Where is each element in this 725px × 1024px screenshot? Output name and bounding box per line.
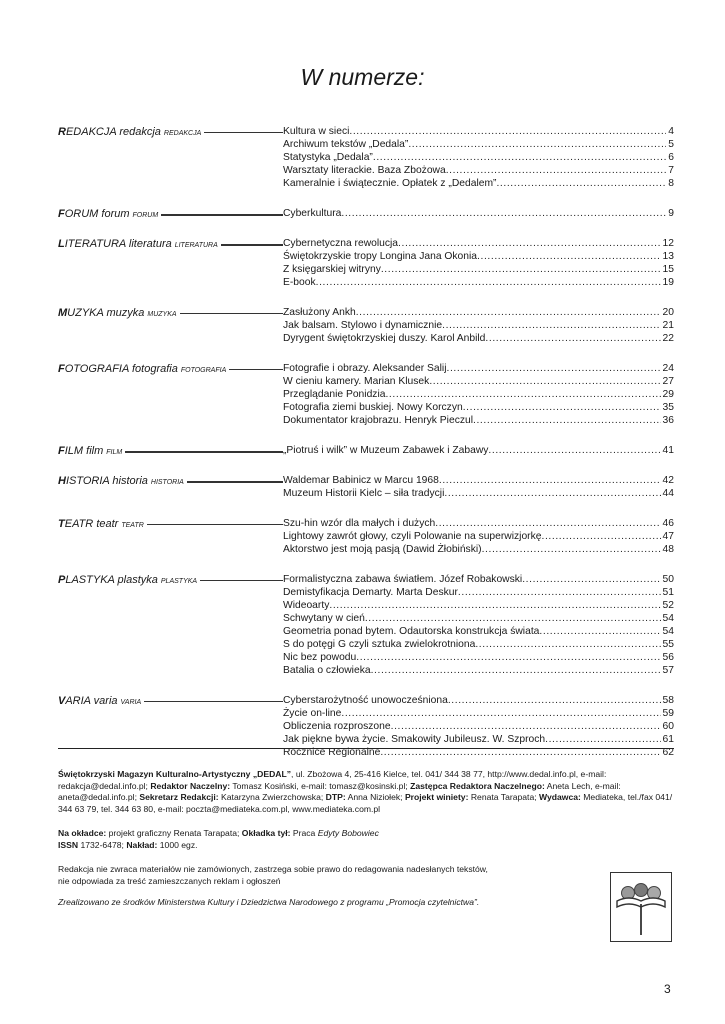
entry-title: Lightowy zawrót głowy, czyli Polowanie na superwizjorkę — [283, 531, 542, 542]
entry-page: 51 — [662, 587, 674, 598]
section-mid: literatura — [128, 237, 172, 250]
section-rule — [200, 580, 283, 581]
entry-page: 46 — [662, 518, 674, 529]
logo-graphic-icon — [611, 873, 671, 941]
entry-page: 35 — [662, 402, 674, 413]
entry-leader — [385, 388, 660, 401]
toc-entry — [283, 707, 674, 720]
entry-leader — [442, 319, 660, 332]
entry-leader — [373, 151, 666, 164]
entry-leader — [408, 138, 666, 151]
footer-divider — [58, 748, 674, 749]
section-heading — [58, 207, 283, 220]
section-name — [58, 238, 218, 250]
cover-credits: Na okładce: projekt graficzny Renata Tarapata; Okładka tył: Praca Edyty Bobowiec ISSN 1732-6478; Nakład: 1000 egz. — [58, 828, 379, 850]
toc-section — [58, 694, 674, 759]
section-heading — [58, 444, 283, 457]
entry-leader — [398, 237, 660, 250]
toc-section — [58, 306, 674, 345]
section-caps: ORUM — [64, 207, 99, 220]
entry-leader — [391, 720, 661, 733]
entry-title: Formalistyczna zabawa światłem. Józef Robakowski — [283, 574, 523, 585]
entry-leader — [463, 401, 661, 414]
entry-page: 5 — [668, 139, 674, 150]
toc-entry — [283, 414, 674, 427]
toc-entry — [283, 487, 674, 500]
entry-title: Demistyfikacja Demarty. Marta Deskur — [283, 587, 458, 598]
entry-title: Obliczenia rozproszone — [283, 721, 391, 732]
entry-leader — [458, 586, 661, 599]
entry-leader — [522, 573, 660, 586]
section-heading — [58, 237, 283, 250]
toc-entry — [283, 530, 674, 543]
entry-leader — [349, 125, 666, 138]
section-heading — [58, 573, 283, 586]
section-name — [58, 475, 184, 487]
toc-entry — [283, 263, 674, 276]
entry-page: 21 — [662, 320, 674, 331]
entry-title: Szu-hin wzór dla małych i dużych — [283, 518, 436, 529]
section-name — [58, 307, 177, 319]
section-mid: film — [86, 444, 104, 457]
section-caps: EDAKCJA — [65, 125, 117, 138]
entry-leader — [356, 306, 661, 319]
section-caps: ISTORIA — [65, 474, 110, 487]
entry-leader — [381, 263, 661, 276]
section-small: MUZYKA — [147, 310, 177, 318]
section-mid: redakcja — [119, 125, 161, 138]
entry-title: Fotografia ziemi buskiej. Nowy Korczyn — [283, 402, 463, 413]
section-name — [58, 518, 144, 530]
toc-section — [58, 444, 674, 457]
entry-title: Wideoarty — [283, 600, 330, 611]
section-entries — [283, 694, 674, 759]
entry-page: 9 — [668, 208, 674, 219]
section-initial: F — [58, 207, 65, 220]
entry-page: 60 — [662, 721, 674, 732]
section-initial: F — [58, 362, 65, 375]
toc-section — [58, 474, 674, 500]
entry-leader — [444, 487, 660, 500]
entry-title: S do potęgi G czyli sztuka zwielokrotniona — [283, 639, 476, 650]
entry-title: Jak balsam. Stylowo i dynamicznie — [283, 320, 443, 331]
entry-page: 42 — [662, 475, 674, 486]
toc-entry — [283, 151, 674, 164]
section-initial: L — [58, 237, 65, 250]
section-initial: R — [58, 125, 66, 138]
entry-leader — [475, 638, 660, 651]
entry-leader — [447, 362, 661, 375]
section-name — [58, 445, 122, 457]
section-rule — [144, 701, 283, 702]
section-rule — [204, 132, 283, 133]
section-small: REDAKCJA — [163, 129, 202, 137]
entry-leader — [435, 517, 660, 530]
entry-page: 56 — [662, 652, 674, 663]
toc-entry — [283, 474, 674, 487]
entry-title: Życie on-line — [283, 708, 342, 719]
toc-entry — [283, 138, 674, 151]
toc-entry — [283, 651, 674, 664]
entry-title: Warsztaty literackie. Baza Zbożowa — [283, 165, 446, 176]
entry-leader — [545, 733, 660, 746]
toc-entry — [283, 543, 674, 556]
entry-leader — [539, 625, 660, 638]
entry-title: Muzeum Historii Kielc – siła tradycji — [283, 488, 445, 499]
section-initial: F — [58, 444, 65, 457]
entry-leader — [341, 707, 660, 720]
entry-page: 27 — [662, 376, 674, 387]
section-name — [58, 574, 197, 586]
entry-page: 50 — [662, 574, 674, 585]
entry-page: 15 — [662, 264, 674, 275]
section-rule — [147, 524, 283, 525]
section-mid: plastyka — [117, 573, 158, 586]
entry-title: Dokumentator krajobrazu. Henryk Pieczul — [283, 415, 473, 426]
entry-page: 54 — [662, 613, 674, 624]
entry-title: Świętokrzyskie tropy Longina Jana Okonia — [283, 251, 478, 262]
toc-entry — [283, 612, 674, 625]
entry-title: Kultura w sieci — [283, 126, 350, 137]
toc-entry — [283, 625, 674, 638]
toc-entry — [283, 694, 674, 707]
toc-entry — [283, 276, 674, 289]
entry-page: 62 — [662, 747, 674, 758]
toc-section — [58, 517, 674, 556]
section-caps: OTOGRAFIA — [64, 362, 129, 375]
entry-page: 54 — [662, 626, 674, 637]
section-mid: fotografia — [131, 362, 178, 375]
entry-page: 57 — [662, 665, 674, 676]
entry-title: Rocznice Regionalne — [283, 747, 381, 758]
toc-entry — [283, 319, 674, 332]
entry-page: 41 — [662, 445, 674, 456]
toc-entry — [283, 444, 674, 457]
entry-page: 44 — [662, 488, 674, 499]
section-small: VARIA — [120, 698, 142, 706]
toc-entry — [283, 207, 674, 220]
section-initial: H — [58, 474, 66, 487]
entry-leader — [446, 164, 667, 177]
entry-title: Batalia o człowieka — [283, 665, 371, 676]
entry-title: Cyberkultura — [283, 208, 342, 219]
entry-title: E-book — [283, 277, 316, 288]
entry-page: 55 — [662, 639, 674, 650]
entry-leader — [542, 530, 661, 543]
section-name — [58, 695, 141, 707]
entry-title: W cieniu kamery. Marian Klusek — [283, 376, 430, 387]
entry-leader — [439, 474, 661, 487]
section-heading — [58, 694, 283, 707]
section-entries — [283, 306, 674, 345]
toc-entry — [283, 517, 674, 530]
section-entries — [283, 444, 674, 457]
section-rule — [161, 214, 283, 216]
section-rule — [187, 481, 283, 483]
section-small: FILM — [106, 448, 123, 456]
entry-page: 4 — [668, 126, 674, 137]
entry-page: 59 — [662, 708, 674, 719]
toc-section — [58, 207, 674, 220]
entry-title: Geometria ponad bytem. Odautorska konstrukcja świata — [283, 626, 540, 637]
entry-page: 48 — [662, 544, 674, 555]
toc-entry — [283, 573, 674, 586]
toc-entry — [283, 375, 674, 388]
entry-title: Schwytany w cień — [283, 613, 365, 624]
section-mid: forum — [101, 207, 130, 220]
entry-title: Z księgarskiej witryny — [283, 264, 381, 275]
section-caps: UZYKA — [67, 306, 104, 319]
imprint: Świętokrzyski Magazyn Kulturalno-Artystyczny „DEDAL”, ul. Zbożowa 4, 25-416 Kielce, tel. 041/ 344 38 77, http://www.dedal.info.pl, e-mail: redakcja@dedal.info.pl; Redaktor Naczelny: Tomasz Kosiński, e-mail: tomasz@kosinski.pl; Zastępca Redaktora Naczelnego: Aneta Lech, e-mail: aneta@dedal.info.pl; Sekretarz Redakcji: Katarzyna Zwierzchowska; DTP: Anna Niziołek; Projekt winiety: Renata Tarapata; Wydawca: Mediateka, tel./fax 041/ 344 63 79, tel. 344 63 80, e-mail: poczta@mediateka.com.pl, www.mediateka.com.pl — [58, 769, 673, 815]
entry-leader — [356, 651, 660, 664]
section-name — [58, 208, 158, 220]
toc-entry — [283, 586, 674, 599]
section-entries — [283, 362, 674, 427]
section-entries — [283, 207, 674, 220]
page-number: 3 — [664, 982, 671, 996]
entry-page: 22 — [662, 333, 674, 344]
section-rule — [221, 244, 283, 246]
section-rule — [229, 369, 283, 370]
section-mid: teatr — [96, 517, 119, 530]
entry-title: Przeglądanie Ponidzia — [283, 389, 386, 400]
section-mid: muzyka — [106, 306, 145, 319]
section-entries — [283, 517, 674, 556]
toc-entry — [283, 720, 674, 733]
toc-entry — [283, 599, 674, 612]
toc-entry — [283, 250, 674, 263]
section-caps: ITERATURA — [64, 237, 126, 250]
section-small: TEATR — [121, 521, 144, 529]
toc-entry — [283, 332, 674, 345]
entry-title: „Piotruś i wilk” w Muzeum Zabawek i Zabawy — [283, 445, 489, 456]
entry-page: 8 — [668, 178, 674, 189]
toc-entry — [283, 237, 674, 250]
entry-page: 6 — [668, 152, 674, 163]
entry-title: Aktorstwo jest moją pasją (Dawid Żłobiński) — [283, 544, 482, 555]
entry-leader — [341, 207, 666, 220]
funding-note: Zrealizowano ze środków Ministerstwa Kultury i Dziedzictwa Narodowego z programu „Promocja czytelnictwa”. — [58, 897, 480, 907]
entry-page: 61 — [662, 734, 674, 745]
entry-leader — [329, 599, 660, 612]
entry-title: Kameralnie i świątecznie. Opłatek z „Dedalem” — [283, 178, 497, 189]
section-small: PLASTYKA — [160, 577, 198, 585]
toc-section — [58, 573, 674, 677]
table-of-contents — [58, 125, 674, 759]
entry-title: Dyrygent świętokrzyskiej duszy. Karol Anbild — [283, 333, 486, 344]
section-initial: V — [58, 694, 66, 707]
toc-section — [58, 362, 674, 427]
page-title: W numerze: — [300, 64, 425, 90]
entry-leader — [488, 444, 660, 457]
section-initial: T — [58, 517, 65, 530]
toc-entry — [283, 306, 674, 319]
entry-page: 20 — [662, 307, 674, 318]
entry-page: 52 — [662, 600, 674, 611]
entry-leader — [365, 612, 661, 625]
entry-leader — [371, 664, 661, 677]
section-name — [58, 126, 201, 138]
section-entries — [283, 573, 674, 677]
entry-title: Jak piękne bywa życie. Smakowity Jubileusz. W. Szproch — [283, 734, 546, 745]
section-small: LITERATURA — [174, 241, 218, 249]
section-heading — [58, 474, 283, 487]
section-heading — [58, 517, 283, 530]
toc-entry — [283, 362, 674, 375]
section-caps: ARIA — [65, 694, 91, 707]
toc-section — [58, 237, 674, 289]
entry-leader — [485, 332, 660, 345]
toc-entry — [283, 664, 674, 677]
section-mid: historia — [112, 474, 148, 487]
entry-leader — [316, 276, 661, 289]
toc-entry — [283, 638, 674, 651]
publisher-logo — [610, 872, 672, 942]
section-entries — [283, 474, 674, 500]
entry-title: Statystyka „Dedala” — [283, 152, 373, 163]
section-rule — [180, 313, 283, 314]
toc-entry — [283, 401, 674, 414]
toc-entry — [283, 733, 674, 746]
entry-title: Cybernetyczna rewolucja — [283, 238, 399, 249]
section-heading — [58, 125, 283, 138]
entry-page: 29 — [662, 389, 674, 400]
section-heading — [58, 362, 283, 375]
toc-entry — [283, 388, 674, 401]
entry-leader — [482, 543, 661, 556]
section-initial: P — [58, 573, 66, 586]
entry-page: 12 — [662, 238, 674, 249]
entry-title: Waldemar Babinicz w Marcu 1968 — [283, 475, 439, 486]
toc-section — [58, 125, 674, 190]
entry-title: Nic bez powodu — [283, 652, 357, 663]
entry-leader — [473, 414, 661, 427]
toc-entry — [283, 125, 674, 138]
section-entries — [283, 237, 674, 289]
entry-leader — [477, 250, 661, 263]
entry-page: 24 — [662, 363, 674, 374]
entry-page: 47 — [662, 531, 674, 542]
section-small: HISTORIA — [150, 478, 184, 486]
entry-title: Fotografie i obrazy. Aleksander Salij — [283, 363, 447, 374]
toc-entry — [283, 177, 674, 190]
disclaimer: Redakcja nie zwraca materiałów nie zamówionych, zastrzega sobie prawo do redagowania nadesłanych tekstów, nie odpowiada za treść zamieszczanych reklam i ogłoszeń — [58, 864, 488, 886]
section-caps: ILM — [64, 444, 84, 457]
entry-page: 7 — [668, 165, 674, 176]
entry-title: Zasłużony Ankh — [283, 307, 356, 318]
entry-page: 19 — [662, 277, 674, 288]
section-caps: EATR — [64, 517, 94, 530]
section-name — [58, 363, 226, 375]
section-initial: M — [58, 306, 68, 319]
entry-leader — [429, 375, 660, 388]
entry-title: Cyberstarożytność unowocześniona — [283, 695, 448, 706]
entry-page: 58 — [662, 695, 674, 706]
section-entries — [283, 125, 674, 190]
entry-leader — [496, 177, 666, 190]
entry-leader — [448, 694, 661, 707]
section-caps: LASTYKA — [65, 573, 115, 586]
section-small: FOTOGRAFIA — [180, 366, 227, 374]
entry-page: 13 — [662, 251, 674, 262]
section-rule — [125, 451, 283, 453]
section-heading — [58, 306, 283, 319]
entry-page: 36 — [662, 415, 674, 426]
entry-title: Archiwum tekstów „Dedala” — [283, 139, 409, 150]
section-mid: varia — [93, 694, 118, 707]
section-small: FORUM — [132, 211, 159, 219]
toc-entry — [283, 164, 674, 177]
